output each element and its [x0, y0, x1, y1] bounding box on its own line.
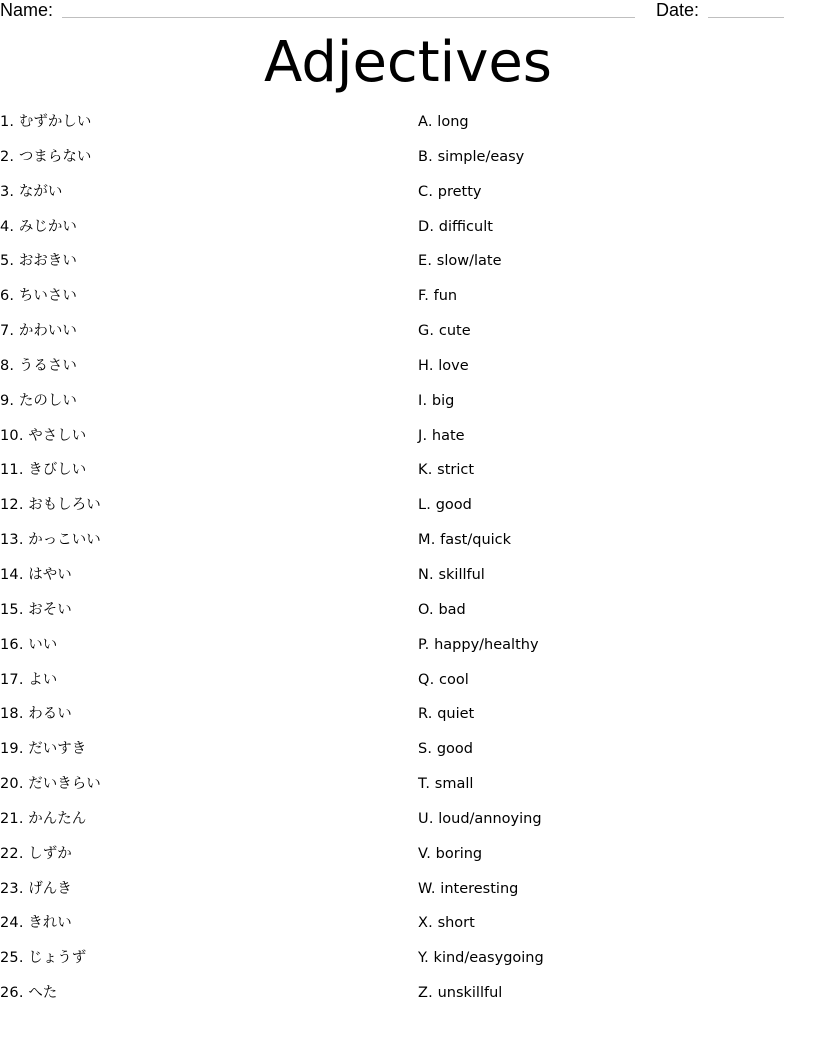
- question-item-text: つまらない: [18, 148, 92, 165]
- answer-item-text: loud/annoying: [438, 810, 542, 827]
- answer-item-text: love: [438, 357, 469, 374]
- question-item-text: うるさい: [18, 357, 77, 374]
- answer-item-text: cool: [439, 671, 469, 688]
- answer-item-marker: O.: [418, 601, 434, 618]
- question-item-text: おおきい: [18, 253, 77, 270]
- question-item-text: かっこいい: [28, 532, 101, 549]
- answer-item-text: pretty: [437, 183, 482, 200]
- question-item: [0, 495, 400, 530]
- question-item-marker: 18.: [0, 706, 24, 723]
- question-item: [0, 182, 400, 217]
- question-item: [0, 356, 400, 391]
- question-item-text: しずか: [28, 845, 72, 862]
- question-item-marker: 11.: [0, 462, 24, 479]
- question-item-marker: 16.: [0, 636, 24, 653]
- question-item: [0, 217, 400, 252]
- answer-item: [418, 182, 808, 217]
- question-item: [0, 460, 400, 495]
- question-item: [0, 844, 400, 879]
- answer-item: [418, 739, 808, 774]
- answer-item-marker: R.: [418, 706, 433, 723]
- answer-item-marker: X.: [418, 915, 433, 932]
- date-label: Date:: [656, 0, 700, 20]
- answer-item-marker: B.: [418, 148, 433, 165]
- question-item-text: わるい: [28, 706, 72, 723]
- question-item-marker: 19.: [0, 741, 24, 758]
- answer-item-text: unskillful: [437, 985, 503, 1002]
- answer-item: [418, 948, 808, 983]
- answer-item-text: quiet: [437, 706, 475, 723]
- answer-item-text: kind/easygoing: [433, 950, 544, 967]
- question-item-marker: 21.: [0, 810, 24, 827]
- question-item: [0, 809, 400, 844]
- question-item: [0, 286, 400, 321]
- answer-item-text: interesting: [440, 880, 519, 897]
- answer-item-marker: Z.: [418, 985, 433, 1002]
- question-item-text: おもしろい: [28, 497, 101, 514]
- question-item-marker: 3.: [0, 183, 15, 200]
- answer-item-marker: K.: [418, 462, 433, 479]
- question-item: [0, 251, 400, 286]
- answer-item: [418, 565, 808, 600]
- answer-item: [418, 147, 808, 182]
- question-item: [0, 147, 400, 182]
- question-item-marker: 14.: [0, 566, 24, 583]
- question-item: [0, 530, 400, 565]
- question-item: [0, 913, 400, 948]
- question-item-marker: 1.: [0, 114, 15, 130]
- question-item: [0, 321, 400, 356]
- answer-item: [418, 704, 808, 739]
- answer-item-marker: J.: [418, 427, 428, 444]
- answer-item-text: strict: [437, 462, 475, 479]
- question-item-text: むずかしい: [18, 114, 92, 130]
- answer-item-marker: G.: [418, 323, 435, 340]
- answer-item-text: difficult: [438, 218, 493, 235]
- answer-item: [418, 879, 808, 914]
- answer-item: [418, 321, 808, 356]
- question-item-text: おそい: [28, 601, 72, 618]
- question-item-text: きれい: [28, 915, 72, 932]
- question-item-marker: 17.: [0, 671, 24, 688]
- question-item-text: きびしい: [28, 462, 87, 479]
- question-item-marker: 25.: [0, 950, 24, 967]
- answer-item-marker: C.: [418, 183, 434, 200]
- answer-item-marker: N.: [418, 566, 434, 583]
- answer-item: [418, 530, 808, 565]
- question-item: [0, 670, 400, 705]
- question-item-text: じょうず: [28, 950, 87, 967]
- question-item-marker: 7.: [0, 323, 15, 340]
- question-item-text: だいきらい: [28, 776, 101, 793]
- question-item-text: ちいさい: [18, 288, 77, 305]
- question-item-marker: 13.: [0, 532, 24, 549]
- question-item-marker: 8.: [0, 357, 15, 374]
- answer-item-marker: L.: [418, 497, 432, 514]
- answer-item-text: short: [437, 915, 475, 932]
- answer-item-marker: D.: [418, 218, 435, 235]
- question-item-marker: 4.: [0, 218, 15, 235]
- question-item: [0, 112, 400, 147]
- answer-item: [418, 251, 808, 286]
- answer-item: [418, 217, 808, 252]
- answer-item: [418, 809, 808, 844]
- answer-item-marker: V.: [418, 845, 432, 862]
- answer-item-marker: E.: [418, 253, 433, 270]
- answer-item-text: boring: [435, 845, 483, 862]
- question-item-text: いい: [28, 636, 58, 653]
- answer-item-text: fun: [433, 288, 458, 305]
- name-write-line: [62, 17, 635, 18]
- question-item: [0, 879, 400, 914]
- answer-item-text: skillful: [438, 566, 485, 583]
- answer-item-marker: A.: [418, 114, 433, 130]
- question-item: [0, 704, 400, 739]
- answer-item-marker: S.: [418, 741, 433, 758]
- answer-item-marker: W.: [418, 880, 436, 897]
- answer-item-text: simple/easy: [437, 148, 525, 165]
- question-item: [0, 948, 400, 983]
- questions-column: [0, 112, 400, 1018]
- answer-item-marker: H.: [418, 357, 434, 374]
- question-item-text: よい: [28, 671, 58, 688]
- question-item-marker: 6.: [0, 288, 15, 305]
- question-item: [0, 600, 400, 635]
- answer-item-text: good: [436, 741, 473, 758]
- question-item: [0, 565, 400, 600]
- answer-item-text: bad: [438, 601, 466, 618]
- answer-item-marker: Y.: [418, 950, 429, 967]
- answer-item: [418, 112, 808, 147]
- answers-column: [418, 112, 808, 1018]
- question-item-marker: 5.: [0, 253, 15, 270]
- answer-item-text: happy/healthy: [434, 636, 539, 653]
- answer-item-text: long: [437, 114, 469, 130]
- answer-item: [418, 356, 808, 391]
- answer-item: [418, 670, 808, 705]
- answer-item-marker: T.: [418, 776, 431, 793]
- question-item: [0, 635, 400, 670]
- answer-item-text: cute: [438, 323, 471, 340]
- worksheet-header: [0, 0, 816, 22]
- answer-item: [418, 391, 808, 426]
- answer-item-text: small: [434, 776, 474, 793]
- answer-item-text: big: [431, 392, 455, 409]
- answer-item: [418, 635, 808, 670]
- answer-item: [418, 913, 808, 948]
- question-item-text: たのしい: [18, 392, 77, 409]
- answer-item-marker: Q.: [418, 671, 435, 688]
- answer-item: [418, 460, 808, 495]
- answer-item-marker: M.: [418, 532, 436, 549]
- question-item: [0, 983, 400, 1018]
- answer-item: [418, 600, 808, 635]
- answer-item-text: hate: [431, 427, 465, 444]
- question-item-marker: 10.: [0, 427, 24, 444]
- question-item-marker: 15.: [0, 601, 24, 618]
- answer-item-marker: I.: [418, 392, 428, 409]
- question-item: [0, 739, 400, 774]
- question-item-marker: 12.: [0, 497, 24, 514]
- question-item-marker: 23.: [0, 880, 24, 897]
- question-item-text: やさしい: [28, 427, 87, 444]
- question-item-text: ながい: [18, 183, 63, 200]
- answer-item: [418, 286, 808, 321]
- worksheet-title: Adjectives: [264, 30, 552, 95]
- answer-item-text: fast/quick: [440, 532, 512, 549]
- question-item-marker: 20.: [0, 776, 24, 793]
- answer-item: [418, 774, 808, 809]
- question-item-marker: 24.: [0, 915, 24, 932]
- answer-item-marker: F.: [418, 288, 430, 305]
- name-label: Name:: [0, 0, 54, 20]
- question-item-text: はやい: [28, 566, 72, 583]
- question-item-text: へた: [28, 985, 58, 1002]
- question-item: [0, 391, 400, 426]
- question-item-text: かんたん: [28, 810, 87, 827]
- answer-item: [418, 983, 808, 1018]
- question-item-marker: 26.: [0, 985, 24, 1002]
- answer-item-text: good: [435, 497, 472, 514]
- question-item: [0, 426, 400, 461]
- answer-item-text: slow/late: [436, 253, 502, 270]
- question-item-text: だいすき: [28, 741, 87, 758]
- question-item-marker: 22.: [0, 845, 24, 862]
- question-item-marker: 2.: [0, 148, 15, 165]
- answer-item-marker: P.: [418, 636, 430, 653]
- date-write-line: [708, 17, 784, 18]
- answer-item: [418, 495, 808, 530]
- answer-item: [418, 844, 808, 879]
- question-item-text: かわいい: [18, 323, 77, 340]
- question-item-text: げんき: [28, 880, 72, 897]
- question-item-marker: 9.: [0, 392, 15, 409]
- answer-item-marker: U.: [418, 810, 434, 827]
- question-item: [0, 774, 400, 809]
- question-item-text: みじかい: [18, 218, 77, 235]
- answer-item: [418, 426, 808, 461]
